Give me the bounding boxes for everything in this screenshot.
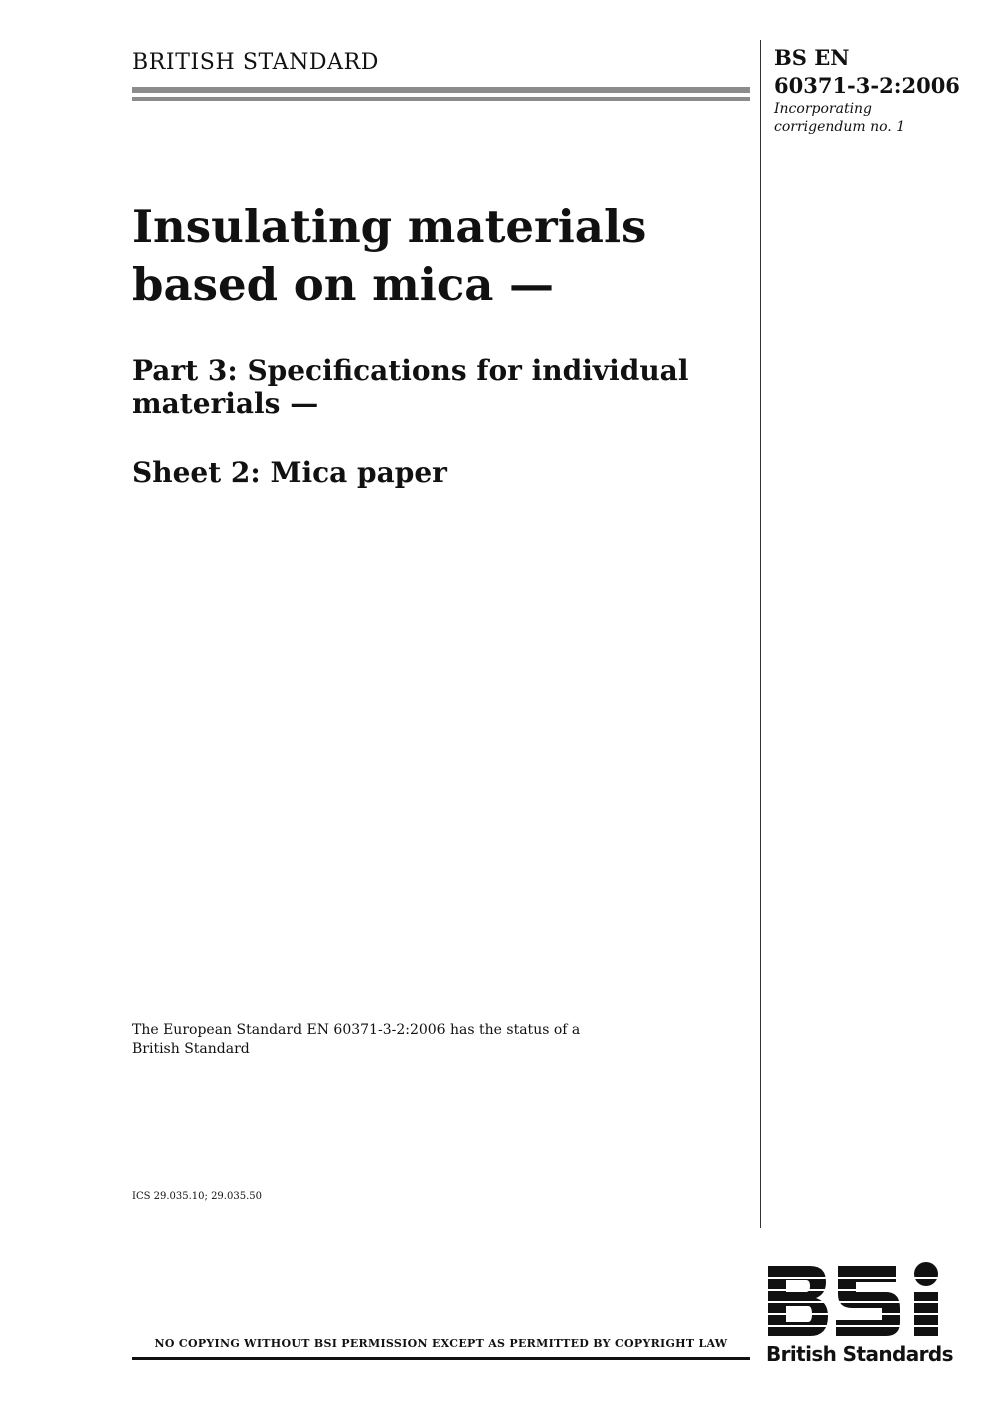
- standard-number: [774, 44, 960, 100]
- footer-rule: [132, 1357, 750, 1360]
- sheet-subtitle: Sheet 2: Mica paper: [132, 456, 447, 489]
- document-title: [132, 198, 752, 314]
- header-rule-thin: [132, 97, 750, 101]
- part-line1: Part 3: Specifications for individual: [132, 354, 689, 387]
- ics-codes: ICS 29.035.10; 29.035.50: [132, 1191, 262, 1202]
- status-line2: British Standard: [132, 1041, 250, 1057]
- vertical-divider: [760, 40, 761, 1228]
- status-statement: [132, 1021, 652, 1059]
- header-label: BRITISH STANDARD: [132, 50, 380, 75]
- standard-number-line1: BS EN: [774, 45, 850, 70]
- amendment-note: [774, 100, 905, 136]
- logo-wordmark: British Standards: [766, 1342, 953, 1366]
- part-line2: materials —: [132, 387, 319, 420]
- title-line2: based on mica —: [132, 258, 555, 311]
- amendment-note-line2: corrigendum no. 1: [774, 119, 906, 135]
- standard-number-line2: 60371-3-2:2006: [774, 73, 960, 98]
- part-subtitle: [132, 354, 752, 420]
- status-line1: The European Standard EN 60371-3-2:2006 has the status of a: [132, 1022, 581, 1038]
- copyright-notice: NO COPYING WITHOUT BSI PERMISSION EXCEPT AS PERMITTED BY COPYRIGHT LAW: [154, 1337, 728, 1350]
- header-rule-thick: [132, 87, 750, 93]
- title-line1: Insulating materials: [132, 200, 647, 253]
- amendment-note-line1: Incorporating: [774, 101, 873, 117]
